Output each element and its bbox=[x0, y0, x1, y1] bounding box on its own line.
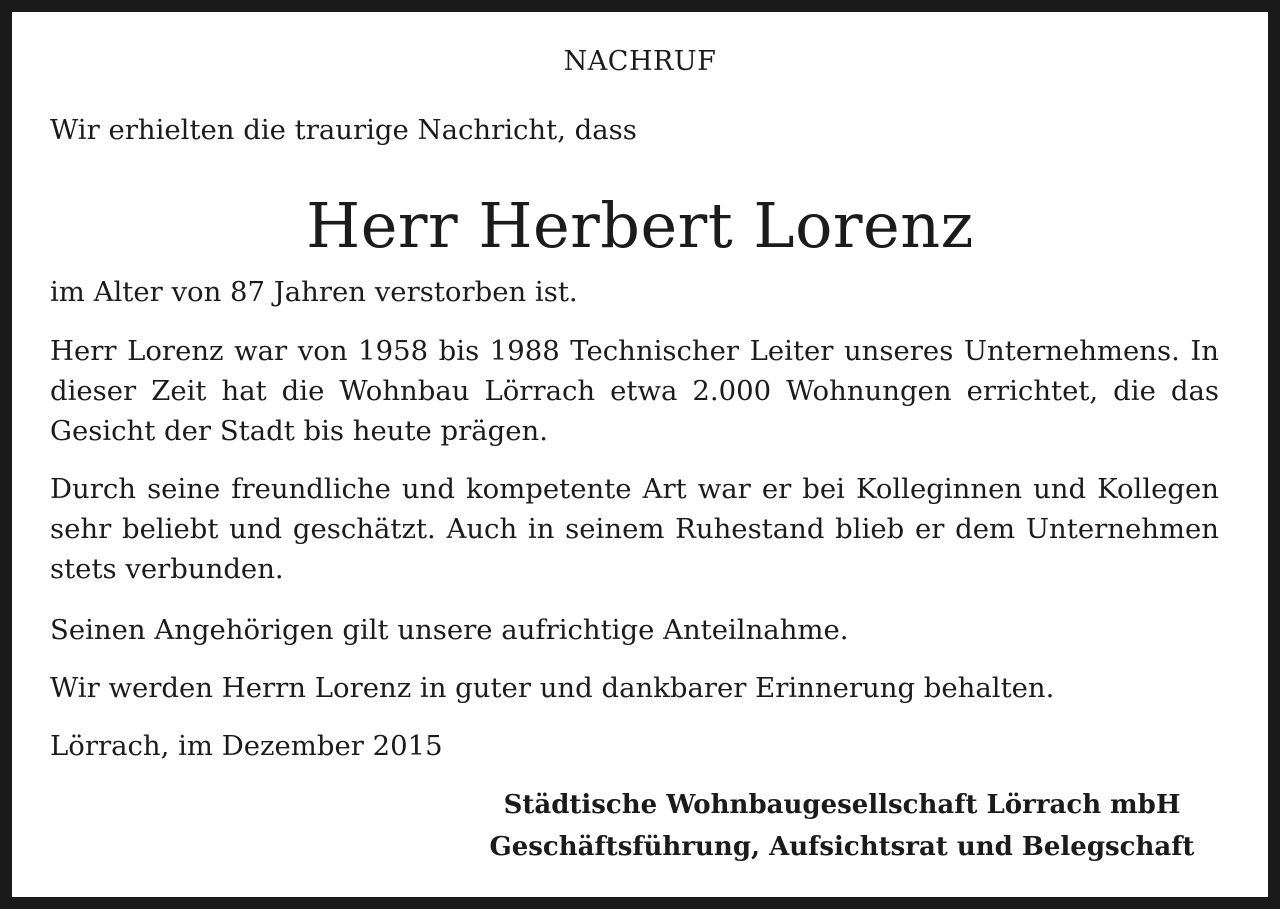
signature-groups: Geschäftsführung, Aufsichtsrat und Belegschaft bbox=[489, 832, 1195, 862]
remembrance-line: Wir werden Herrn Lorenz in guter und dankbarer Erinnerung behalten. bbox=[50, 672, 1055, 704]
signature-company: Städtische Wohnbaugesellschaft Lörrach mbH bbox=[503, 790, 1181, 820]
place-date: Lörrach, im Dezember 2015 bbox=[50, 730, 443, 762]
obituary-notice bbox=[12, 12, 1268, 897]
condolence-line: Seinen Angehörigen gilt unsere aufrichtige Anteilnahme. bbox=[50, 614, 849, 646]
career-paragraph: Herr Lorenz war von 1958 bis 1988 Technischer Leiter unseres Unternehmens. In dieser Zeit hat die Wohnbau Lörrach etwa 2.000 Wohnungen errichtet, die das Gesicht der Stadt bis heute prägen. bbox=[50, 335, 1219, 447]
notice-heading: NACHRUF bbox=[563, 46, 717, 77]
character-paragraph: Durch seine freundliche und kompetente Art war er bei Kolleginnen und Kollegen sehr beliebt und geschätzt. Auch in seinem Ruhestand blieb er dem Unternehmen stets verbunden. bbox=[50, 473, 1219, 585]
age-line: im Alter von 87 Jahren verstorben ist. bbox=[50, 276, 578, 308]
intro-line: Wir erhielten die traurige Nachricht, dass bbox=[50, 114, 637, 146]
deceased-name: Herr Herbert Lorenz bbox=[306, 189, 974, 262]
